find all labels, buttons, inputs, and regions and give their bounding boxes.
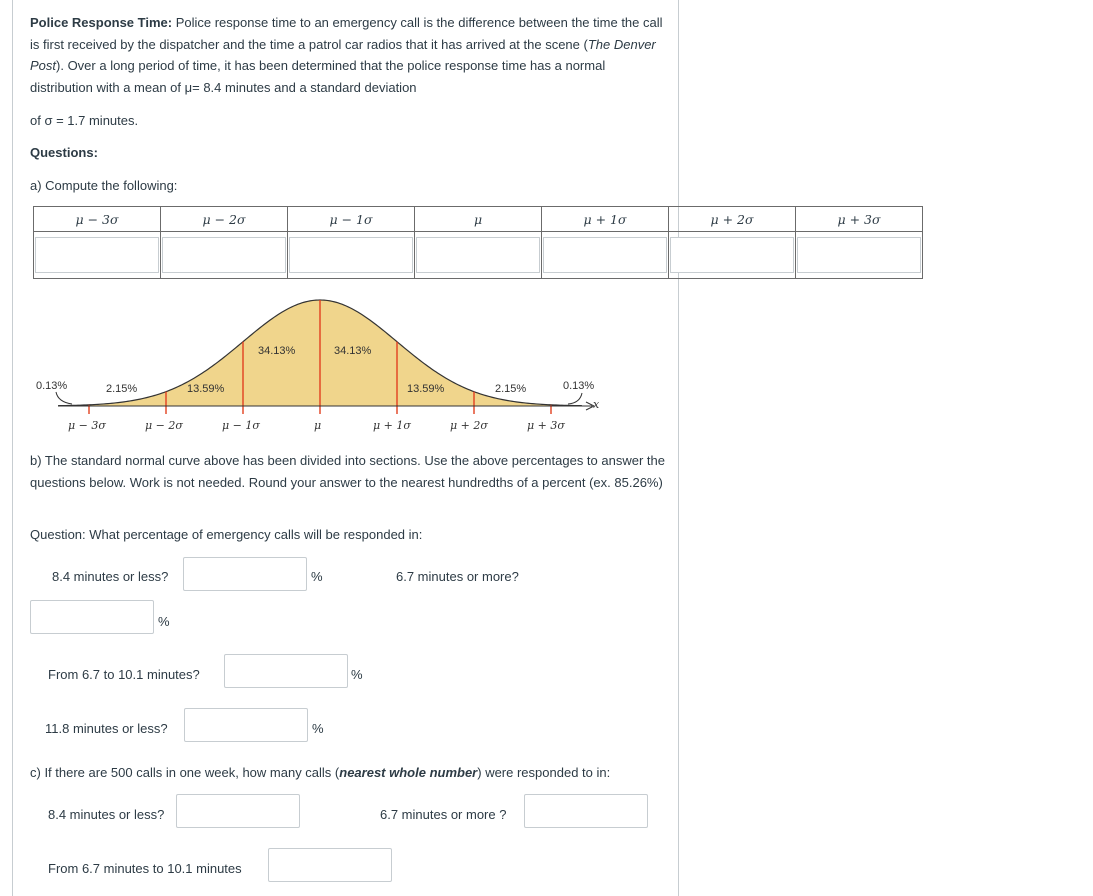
header-mu-plus-2sigma: μ + 2σ	[669, 207, 796, 232]
header-mu-plus-3sigma: μ + 3σ	[796, 207, 923, 232]
b-q2-unit: %	[158, 614, 170, 629]
questions-heading: Questions:	[30, 145, 98, 160]
column-divider-left	[12, 0, 13, 896]
b-q4-input[interactable]	[184, 708, 308, 742]
input-mu-minus-2sigma[interactable]	[162, 237, 286, 273]
c-q1-label: 8.4 minutes or less?	[48, 807, 165, 822]
b-q4-label: 11.8 minutes or less?	[45, 721, 168, 736]
c-q2-label: 6.7 minutes or more ?	[380, 807, 507, 822]
b-q3-unit: %	[351, 667, 363, 682]
pct-right-1: 13.59%	[407, 383, 445, 395]
problem-statement: Police Response Time: Police response time to an emergency call is the difference between the time the call is first received by the dispatcher and the time a patrol car radios that it has arrived at the scene (The Denver Post). Over a long period of time, it has been determined that the police response time has a normal distribution with a mean of μ= 8.4 minutes and a standard deviation	[30, 15, 663, 95]
c-q1-input[interactable]	[176, 794, 300, 828]
b-q4-unit: %	[312, 721, 324, 736]
b-q2-input[interactable]	[30, 600, 154, 634]
header-mu-minus-3sigma: μ − 3σ	[34, 207, 161, 232]
b-q3-input[interactable]	[224, 654, 348, 688]
pct-left-2: 2.15%	[106, 383, 138, 395]
part-b-question: Question: What percentage of emergency calls will be responded in:	[30, 527, 423, 542]
c-q3-input[interactable]	[268, 848, 392, 882]
axis-label-mu: μ	[314, 419, 322, 432]
input-mu-minus-3sigma[interactable]	[35, 237, 159, 273]
b-q3-label: From 6.7 to 10.1 minutes?	[48, 667, 200, 682]
pct-tail-right: 0.13%	[563, 380, 595, 392]
c-q2-input[interactable]	[524, 794, 648, 828]
part-c-emphasis: nearest whole number	[339, 765, 478, 780]
axis-label-mu-minus-1sigma: μ − 1σ	[222, 419, 260, 432]
axis-label-mu-minus-3sigma: μ − 3σ	[68, 419, 106, 432]
b-q1-label: 8.4 minutes or less?	[52, 569, 169, 584]
source-name: The Denver Post	[30, 36, 656, 73]
input-mu-plus-1sigma[interactable]	[543, 237, 667, 273]
b-q1-input[interactable]	[183, 557, 307, 591]
axis-label-mu-plus-2sigma: μ + 2σ	[450, 419, 488, 432]
sigma-statement: of σ = 1.7 minutes.	[30, 113, 139, 128]
pct-tail-left: 0.13%	[36, 380, 68, 392]
axis-label-mu-minus-2sigma: μ − 2σ	[145, 419, 183, 432]
x-axis-label: x	[593, 398, 600, 411]
axis-label-mu-plus-1sigma: μ + 1σ	[373, 419, 411, 432]
b-q2-label: 6.7 minutes or more?	[396, 569, 519, 584]
pct-left-0: 34.13%	[258, 345, 296, 357]
part-b-instructions: b) The standard normal curve above has been divided into sections. Use the above percentages to answer the questions below. Work is not needed. Round your answer to the nearest hundredths of a percent (ex. 85.26%)	[30, 453, 665, 490]
part-a-label: a) Compute the following:	[30, 178, 178, 193]
b-q1-unit: %	[311, 569, 323, 584]
normal-curve-figure	[0, 290, 640, 440]
left-tail-pointer	[56, 392, 72, 404]
pct-right-0: 34.13%	[334, 345, 372, 357]
input-mu-plus-2sigma[interactable]	[670, 237, 794, 273]
input-mu-plus-3sigma[interactable]	[797, 237, 921, 273]
axis-label-mu-plus-3sigma: μ + 3σ	[527, 419, 565, 432]
right-tail-pointer	[568, 393, 582, 404]
header-mu-minus-2sigma: μ − 2σ	[161, 207, 288, 232]
header-mu-plus-1sigma: μ + 1σ	[542, 207, 669, 232]
header-mu-minus-1sigma: μ − 1σ	[288, 207, 415, 232]
input-mu-minus-1sigma[interactable]	[289, 237, 413, 273]
compute-table	[33, 206, 923, 279]
header-mu: μ	[415, 207, 542, 232]
part-c-question: c) If there are 500 calls in one week, how many calls (nearest whole number) were responded to in:	[30, 765, 611, 780]
problem-title: Police Response Time:	[30, 15, 173, 30]
pct-left-1: 13.59%	[187, 383, 225, 395]
c-q3-label: From 6.7 minutes to 10.1 minutes	[48, 861, 242, 876]
pct-right-2: 2.15%	[495, 383, 527, 395]
input-mu[interactable]	[416, 237, 540, 273]
